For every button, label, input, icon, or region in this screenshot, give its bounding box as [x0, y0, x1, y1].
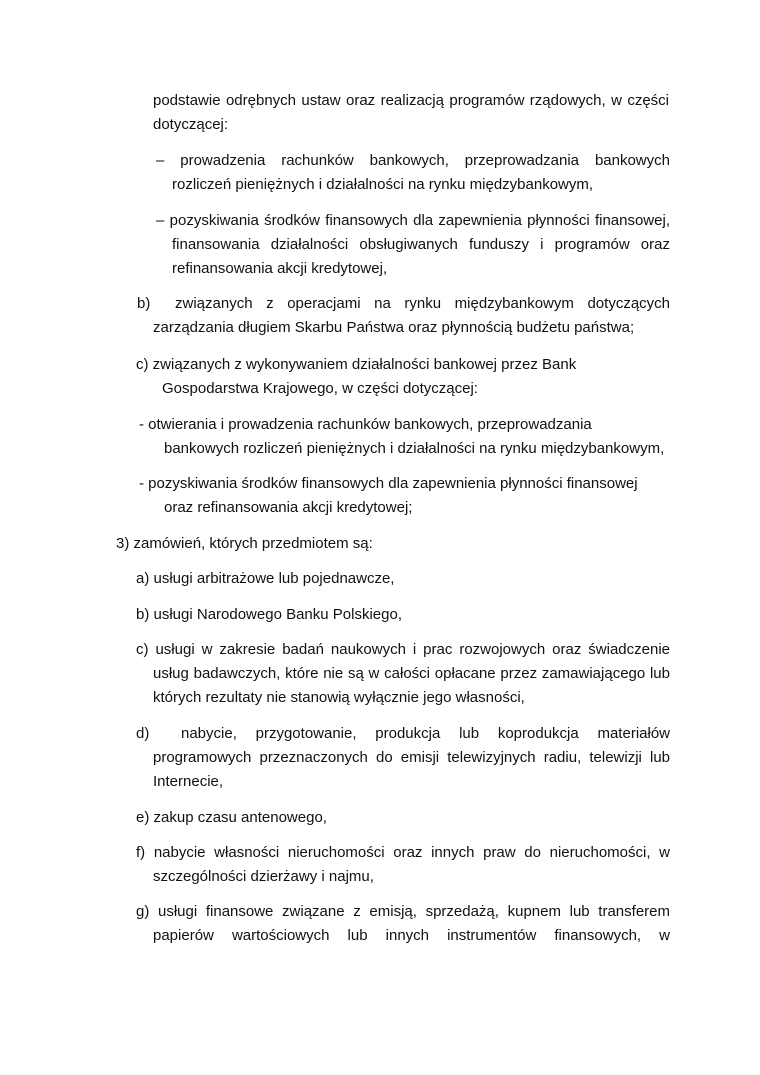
text-line: nabycie, przygotowanie, produkcja lub koprodukcja materiałów — [181, 725, 670, 742]
text-line: związanych z operacjami na rynku międzybankowym dotyczących — [175, 295, 670, 312]
text-line: których rezultaty nie stanowią wyłącznie jego własności, — [153, 689, 525, 706]
text-line: rozliczeń pieniężnych i działalności na rynku międzybankowym, — [172, 176, 594, 193]
list-marker: b) — [137, 295, 151, 312]
list-marker: d) — [136, 725, 150, 742]
text-line: – prowadzenia rachunków bankowych, przeprowadzania bankowych — [156, 152, 670, 169]
text-line: bankowych rozliczeń pieniężnych i działalności na rynku międzybankowym, — [164, 440, 665, 457]
text-line: dotyczącej: — [153, 116, 229, 133]
text-line: usług badawczych, które nie są w całości opłacane przez zamawiającego lub — [153, 665, 670, 682]
text-line: e) zakup czasu antenowego, — [136, 809, 327, 826]
text-line: a) usługi arbitrażowe lub pojednawcze, — [136, 570, 395, 587]
text-line: Gospodarstwa Krajowego, w części dotyczącej: — [162, 380, 478, 397]
text-line: – pozyskiwania środków finansowych dla zapewnienia płynności finansowej, — [156, 212, 670, 229]
text-line: papierów wartościowych lub innych instrumentów finansowych, w — [153, 927, 670, 944]
text-line: szczególności dzierżawy i najmu, — [153, 868, 374, 885]
text-line: zarządzania długiem Skarbu Państwa oraz płynnością budżetu państwa; — [153, 319, 635, 336]
text-line: podstawie odrębnych ustaw oraz realizacją programów rządowych, w części — [153, 92, 669, 109]
text-line: g) usługi finansowe związane z emisją, sprzedażą, kupnem lub transferem — [136, 903, 670, 920]
text-line: c) związanych z wykonywaniem działalności bankowej przez Bank — [136, 356, 577, 373]
text-line: 3) zamówień, których przedmiotem są: — [116, 535, 373, 552]
text-line: oraz refinansowania akcji kredytowej; — [164, 499, 413, 516]
text-line: c) usługi w zakresie badań naukowych i prac rozwojowych oraz świadczenie — [136, 641, 670, 658]
text-line: - otwierania i prowadzenia rachunków bankowych, przeprowadzania — [139, 416, 592, 433]
text-line: b) usługi Narodowego Banku Polskiego, — [136, 606, 402, 623]
text-line: refinansowania akcji kredytowej, — [172, 260, 388, 277]
text-line: programowych przeznaczonych do emisji telewizyjnych radiu, telewizji lub — [153, 749, 670, 766]
text-line: - pozyskiwania środków finansowych dla zapewnienia płynności finansowej — [139, 475, 638, 492]
text-line: f) nabycie własności nieruchomości oraz innych praw do nieruchomości, w — [136, 844, 670, 861]
text-line: Internecie, — [153, 773, 224, 790]
text-line: finansowania działalności obsługiwanych funduszy i programów oraz — [172, 236, 670, 253]
